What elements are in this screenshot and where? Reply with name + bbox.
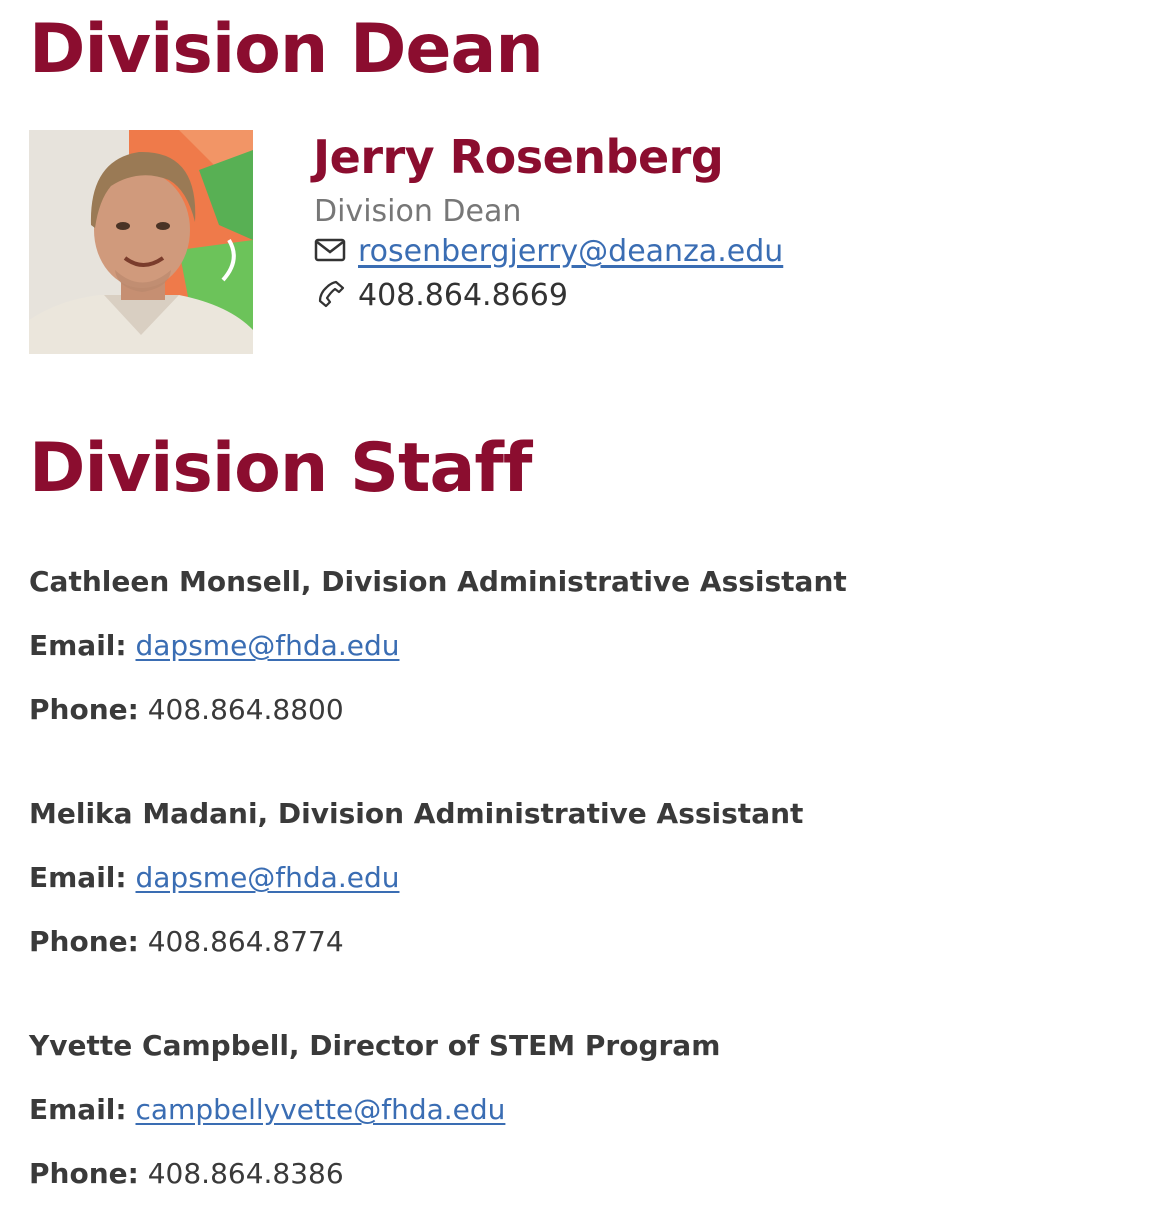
staff-phone: 408.864.8386	[147, 1157, 344, 1190]
staff-email-row	[29, 860, 399, 896]
staff-phone: 408.864.8774	[147, 925, 344, 958]
dean-portrait-image	[29, 130, 253, 354]
staff-phone-row	[29, 1156, 344, 1192]
dean-photo	[29, 130, 253, 354]
dean-phone: 408.864.8669	[358, 278, 568, 313]
staff-section-heading: Division Staff	[29, 429, 532, 508]
email-label: Email:	[29, 1093, 127, 1126]
staff-phone-row	[29, 924, 344, 960]
staff-email-link[interactable]: dapsme@fhda.edu	[135, 861, 400, 894]
dean-email-link[interactable]: rosenbergjerry@deanza.edu	[358, 234, 784, 269]
phone-label: Phone:	[29, 1157, 139, 1190]
phone-label: Phone:	[29, 693, 139, 726]
staff-name-title: Cathleen Monsell, Division Administrative Assistant	[29, 565, 847, 598]
phone-label: Phone:	[29, 925, 139, 958]
staff-email-link[interactable]: campbellyvette@fhda.edu	[135, 1093, 506, 1126]
dean-email-row	[314, 234, 783, 270]
dean-section-heading: Division Dean	[29, 10, 543, 89]
email-label: Email:	[29, 861, 127, 894]
phone-icon	[314, 279, 348, 309]
staff-email-row	[29, 1092, 505, 1128]
staff-email-link[interactable]: dapsme@fhda.edu	[135, 629, 400, 662]
dean-role: Division Dean	[314, 194, 522, 229]
dean-phone-row	[314, 278, 568, 314]
dean-name: Jerry Rosenberg	[313, 130, 724, 184]
dean-card	[29, 130, 1129, 355]
staff-email-row	[29, 628, 399, 664]
email-label: Email:	[29, 629, 127, 662]
staff-name-title: Melika Madani, Division Administrative Assistant	[29, 797, 804, 830]
staff-name-title: Yvette Campbell, Director of STEM Program	[29, 1029, 721, 1062]
envelope-icon	[314, 235, 348, 265]
staff-phone: 408.864.8800	[147, 693, 344, 726]
staff-phone-row	[29, 692, 344, 728]
